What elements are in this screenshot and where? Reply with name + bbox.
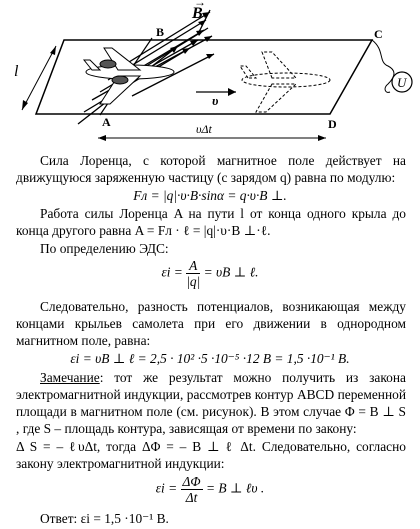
fraction-dphi-over-dt [181, 474, 203, 505]
label-vdt: υΔt [196, 122, 212, 136]
contour-plane [36, 40, 372, 114]
svg-text:→: → [194, 0, 206, 9]
note-label: Замечание [40, 370, 100, 385]
l-dimension-arrow [22, 46, 56, 110]
fraction-denominator: |q| [186, 274, 201, 289]
fraction-denominator: Δt [185, 490, 198, 505]
label-voltage: U [397, 75, 407, 90]
answer-line: Ответ: εi = 1,5 ·10⁻¹ В. [40, 511, 169, 526]
paragraph-emf-def: По определению ЭДС: [40, 241, 169, 256]
formula-induction-lhs: εi = [155, 480, 178, 496]
formula-induction [0, 474, 420, 505]
fraction-numerator: A [186, 258, 200, 274]
formula-emf-lhs: εi = [161, 264, 183, 280]
label-velocity: υ [212, 93, 219, 108]
label-point-B: B [156, 25, 165, 39]
label-l: l [14, 63, 19, 80]
fraction-numerator: ΔΦ [182, 474, 201, 489]
label-point-D: D [328, 117, 337, 131]
paragraph-flux-change: Δ S = – ℓυΔt, тогда ΔΦ = – B ⊥ ℓ Δt. Следовательно, согласно закону электромагнитной индукции: [16, 439, 406, 471]
paragraph-lorentz: Сила Лоренца, с которой магнитное поле действует на движущуюся заряженную частицу (с зарядом q) равна по модулю: [16, 153, 406, 185]
paragraph-work: Работа силы Лоренца A на пути l от конца одного крыла до конца другого равна A = Fл · ℓ = |q|·υ·B ⊥·ℓ. [16, 206, 406, 238]
formula-induction-rhs: = B ⊥ ℓυ . [205, 480, 265, 496]
formula-emf-rhs: = υB ⊥ ℓ. [203, 264, 259, 280]
voltmeter-wire [372, 40, 394, 92]
paragraph-note [16, 369, 406, 437]
figure-airplane-in-field [0, 0, 420, 150]
formula-emf [0, 258, 420, 289]
formula-lorentz-force: Fл = |q|·υ·B·sinα = q·υ·B ⊥. [133, 188, 287, 203]
fraction-A-over-q [186, 258, 200, 289]
airplane-dashed [240, 52, 330, 112]
formula-numeric: εi = υB ⊥ ℓ = 2,5 · 10² ·5 ·10⁻⁵ ·12 В = 1,5 ·10⁻¹ В. [70, 351, 350, 366]
label-point-A: A [102, 115, 111, 129]
label-vector-B: B [192, 5, 203, 22]
paragraph-potential-diff: Следовательно, разность потенциалов, возникающая между концами крыльев самолета при его движении в однородном магнитном поле, равна: [16, 299, 406, 348]
note-text: : тот же результат можно получить из закона электромагнитной индукции, рассмотрев контур ABCD переменной площади в магнитном поле (см. рисунок). В этом случае Φ = B ⊥ S , где S – площадь контура, зависящая от времени по закону: [16, 370, 406, 436]
label-point-C: C [374, 27, 383, 41]
